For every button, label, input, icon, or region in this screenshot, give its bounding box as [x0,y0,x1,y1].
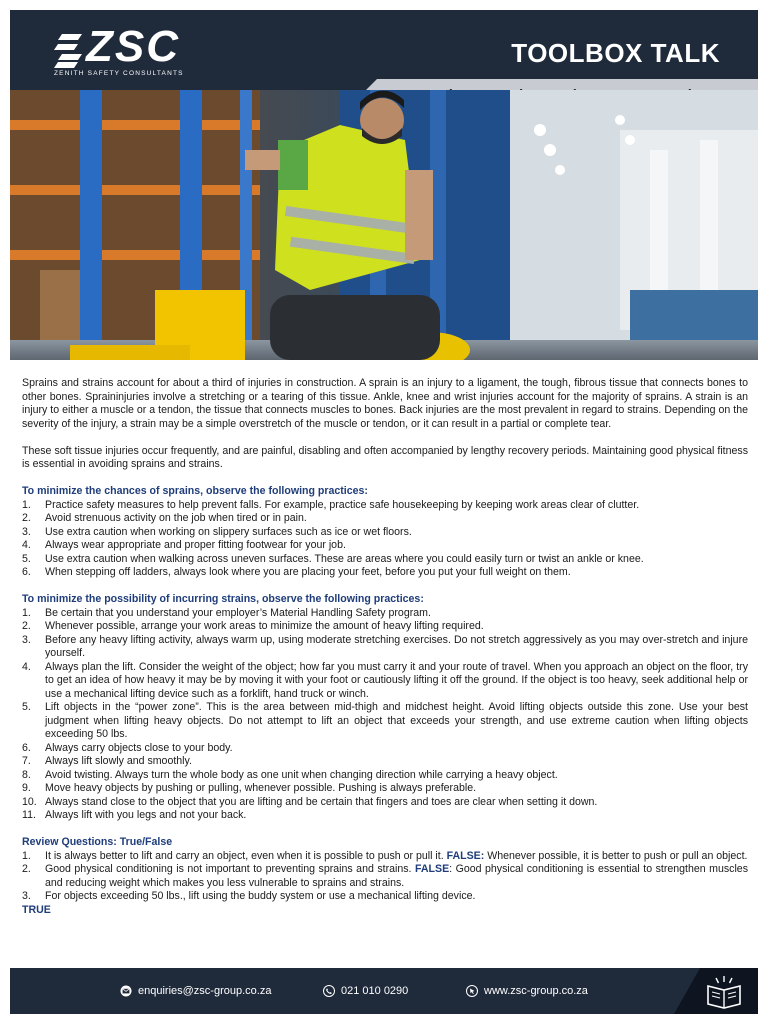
zsc-logo [52,22,212,86]
article-body [22,377,748,917]
page-title: TOOLBOX TALK [511,38,720,68]
list-item: 11. Always lift with you legs and not your back. [22,809,247,821]
list-item: 1. Be certain that you understand your employer’s Material Handling Safety program. [22,606,431,619]
footer-tab [674,968,758,1014]
list-item: 6. When stepping off ladders, always look where you are placing your feet, before you put your full weight on them. [22,566,571,578]
list-item: 7. Always lift slowly and smoothly. [22,755,192,767]
list-item: 4. Always wear appropriate and proper fitting footwear for your job. [22,539,346,551]
list-item: 2. Whenever possible, arrange your work areas to minimize the amount of heavy lifting required. [22,620,484,632]
review-item: 3. For objects exceeding 50 lbs., lift using the buddy system or use a mechanical lifting device. [22,890,476,902]
email-icon [120,985,132,997]
answer-keyword: FALSE [415,863,450,875]
review-heading: Review Questions: True/False [22,836,173,848]
logo-wordmark: ZSC [86,22,180,71]
answer-keyword: FALSE: [446,849,485,862]
footer-phone[interactable]: 021 010 0290 [323,985,408,997]
intro-paragraph: Sprains and strains account for about a third of injuries in construction. A sprain is an injury to a ligament, the tough, fibrous tissue that connects bones to other bones. Spraininjuries involve a stretching or a tearing of this tissue. Ankle, knee and wrist injuries account for the majority of sprains. A strain is an injury to either a muscle or a tendon, the tissue that connects muscles to bones. Back injuries are the most prevalent in regard to strains. Depending on the severity of the injury, a strain may be a simple overstretch of the muscle or tendon, or it can result in a partial or complete tear. [22,377,748,430]
logo-tagline: ZENITH SAFETY CONSULTANTS [54,70,184,77]
warehouse-worker-photo [10,90,758,360]
list-item: 1. Practice safety measures to help prevent falls. For example, practice safe housekeeping by keeping work areas clear of clutter. [22,498,640,511]
list-item: 10. Always stand close to the object that you are lifting and be certain that fingers and toes are clear when setting it down. [22,795,598,808]
sprains-list [22,499,748,580]
answer-keyword: TRUE [22,903,51,916]
strains-list [22,607,748,823]
list-item: 3. Before any heavy lifting activity, always warm up, using moderate stretching exercises. Do not stretch aggressively as you may over-stretch and injure yourself. [22,633,748,659]
header-bar [10,10,758,90]
review-item: 2. Good physical conditioning is not important to preventing sprains and strains. FALSE: Good physical conditioning is essential to strengthen muscles and reducing weight which makes you less vulnerable to sprains and strains. [22,863,748,889]
footer-bar [10,968,758,1014]
list-item: 8. Avoid twisting. Always turn the whole body as one unit when changing direction while carrying a heavy object. [22,768,558,781]
strains-heading: To minimize the possibility of incurring strains, observe the following practices: [22,593,424,605]
cursor-click-icon [466,985,478,997]
list-item: 5. Use extra caution when walking across uneven surfaces. These are areas where you could easily turn or twist an ankle or knee. [22,552,644,565]
list-item: 3. Use extra caution when working on slippery surfaces such as ice or wet floors. [22,525,412,538]
phone-icon [323,985,335,997]
list-item: 2. Avoid strenuous activity on the job when tired or in pain. [22,512,307,524]
footer-website[interactable]: www.zsc-group.co.za [466,985,588,997]
sprains-heading: To minimize the chances of sprains, observe the following practices: [22,485,368,497]
list-item: 4. Always plan the lift. Consider the weight of the object; how far you must carry it and your route of travel. When you approach an object on the floor, try to get an idea of how heavy it may be by moving it with your foot or cautiously lifting it off the ground. If the object is too heavy, seek additional help or use a mechanical lifting device such as a forklift, hand truck or winch. [22,660,748,700]
intro-paragraph: These soft tissue injuries occur frequently, and are painful, disabling and often accompanied by lengthy recovery periods. Maintaining good physical fitness is essential in avoiding sprains and strains. [22,444,748,470]
zsc-logo-mark-icon [52,30,84,70]
list-item: 9. Move heavy objects by pushing or pulling, whenever possible. Pushing is always preferable. [22,782,477,794]
open-book-icon [704,974,744,1010]
review-item: 1. It is always better to lift and carry an object, even when it is possible to push or pull it. FALSE: Whenever possible, it is better to push or pull an object. [22,849,748,862]
list-item: 5. Lift objects in the “power zone”. This is the area between mid-thigh and midchest height. Avoid lifting objects outside this zone. Use your best judgment when lifting heavy objects. Do not attempt to lift an object that exceeds your strength, and use extreme caution when lifting objects exceeding 50 lbs. [22,701,748,740]
review-list [22,850,748,904]
photo-illustration [10,90,758,360]
footer-email[interactable]: enquiries@zsc-group.co.za [120,985,271,997]
list-item: 6. Always carry objects close to your body. [22,741,233,754]
